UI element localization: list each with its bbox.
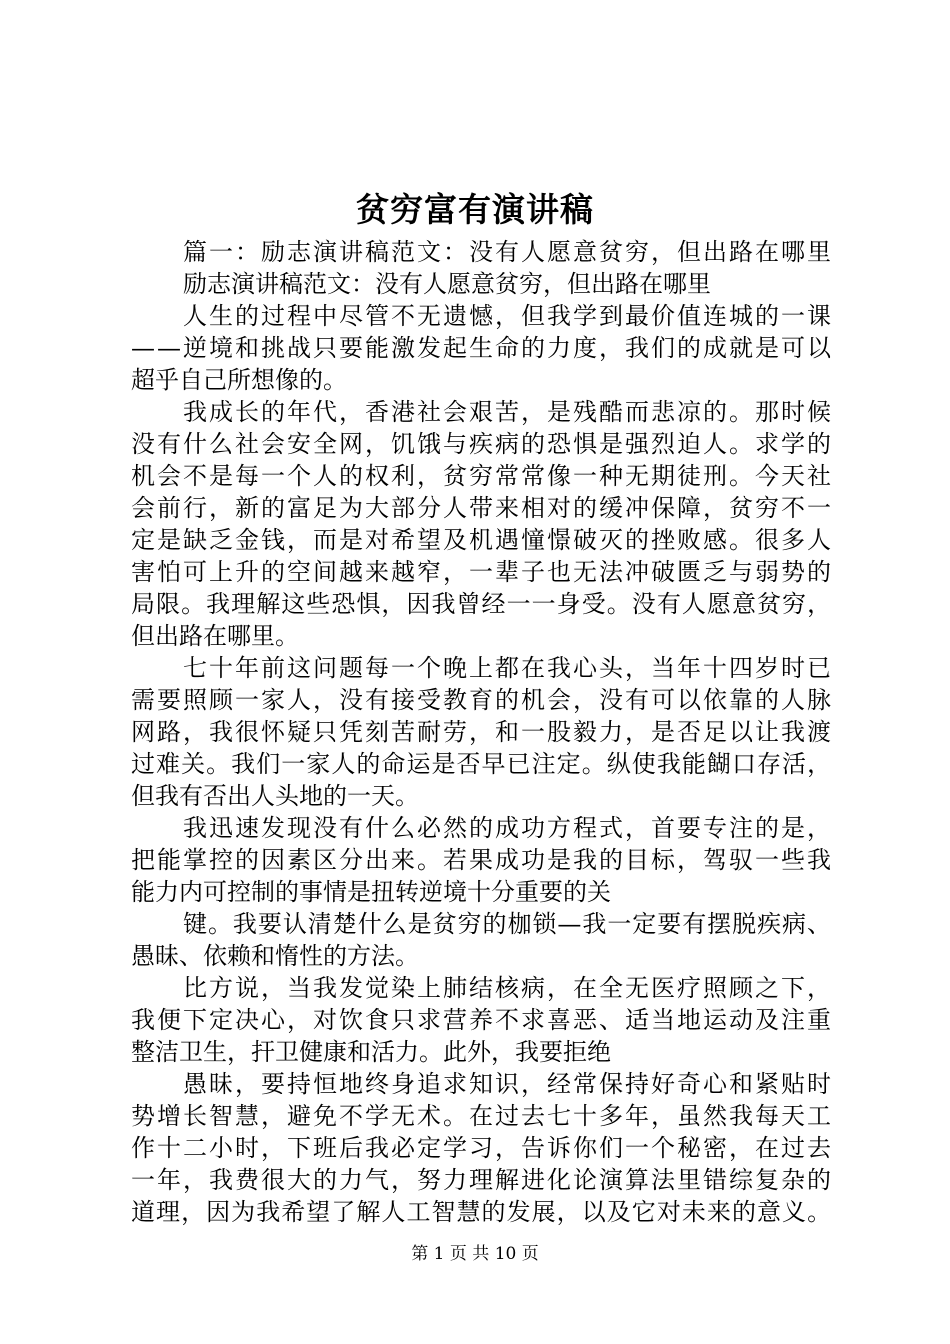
document-body — [131, 236, 831, 1228]
body-line: 过难关。我们一家人的命运是否早已注定。纵使我能餬口存活， — [131, 750, 833, 778]
body-line: 整洁卫生，扞卫健康和活力。此外，我要拒绝 — [131, 1038, 611, 1066]
body-line: 篇一：励志演讲稿范文：没有人愿意贫穷，但出路在哪里 — [183, 238, 833, 266]
body-line: 比方说，当我发觉染上肺结核病，在全无医疗照顾之下， — [183, 974, 833, 1002]
body-line: 超乎自己所想像的。 — [131, 366, 347, 394]
body-line: 定是缺乏金钱，而是对希望及机遇憧憬破灭的挫败感。很多人 — [131, 526, 833, 554]
body-line: 道理，因为我希望了解人工智慧的发展，以及它对未来的意义。 — [131, 1198, 833, 1226]
body-line: 励志演讲稿范文：没有人愿意贫穷，但出路在哪里 — [183, 270, 711, 298]
body-line: 没有什么社会安全网，饥饿与疾病的恐惧是强烈迫人。求学的 — [131, 430, 833, 458]
body-line: 人生的过程中尽管不无遗憾，但我学到最价值连城的一课 — [183, 302, 833, 330]
body-line: 我成长的年代，香港社会艰苦，是残酷而悲凉的。那时候 — [183, 398, 833, 426]
body-line: 网路，我很怀疑只凭刻苦耐劳，和一股毅力，是否足以让我渡 — [131, 718, 833, 746]
body-line: 害怕可上升的空间越来越窄，一辈子也无法冲破匮乏与弱势的 — [131, 558, 833, 586]
body-line: 局限。我理解这些恐惧，因我曾经一一身受。没有人愿意贫穷， — [131, 590, 833, 618]
page-footer: 第 1 页 共 10 页 — [411, 1244, 539, 1264]
body-line: 一年，我费很大的力气，努力理解进化论演算法里错综复杂的 — [131, 1166, 833, 1194]
body-line: 但出路在哪里。 — [131, 622, 299, 650]
body-line: 作十二小时，下班后我必定学习，告诉你们一个秘密，在过去 — [131, 1134, 833, 1162]
body-line: 势增长智慧，避免不学无术。在过去七十多年，虽然我每天工 — [131, 1102, 833, 1130]
body-line: 键。我要认清楚什么是贫穷的枷锁—我一定要有摆脱疾病、 — [183, 910, 832, 938]
body-line: 我迅速发现没有什么必然的成功方程式，首要专注的是， — [183, 814, 833, 842]
body-line: 把能掌控的因素区分出来。若果成功是我的目标，驾驭一些我 — [131, 846, 833, 874]
body-line: 七十年前这问题每一个晚上都在我心头，当年十四岁时已 — [183, 654, 833, 682]
body-line: 愚昧、依赖和惰性的方法。 — [131, 942, 419, 970]
body-line: 但我有否出人头地的一天。 — [131, 782, 419, 810]
body-line: 需要照顾一家人，没有接受教育的机会，没有可以依靠的人脉 — [131, 686, 833, 714]
body-line: 愚昧，要持恒地终身追求知识，经常保持好奇心和紧贴时 — [183, 1070, 833, 1098]
body-line: 能力内可控制的事情是扭转逆境十分重要的关 — [131, 878, 611, 906]
body-line: 会前行，新的富足为大部分人带来相对的缓冲保障，贫穷不一 — [131, 494, 833, 522]
body-line: 我便下定决心，对饮食只求营养不求喜恶、适当地运动及注重 — [131, 1006, 833, 1034]
body-line: 机会不是每一个人的权利，贫穷常常像一种无期徒刑。今天社 — [131, 462, 833, 490]
body-line: ——逆境和挑战只要能激发起生命的力度，我们的成就是可以 — [131, 334, 833, 362]
document-title: 贫穷富有演讲稿 — [356, 190, 594, 229]
